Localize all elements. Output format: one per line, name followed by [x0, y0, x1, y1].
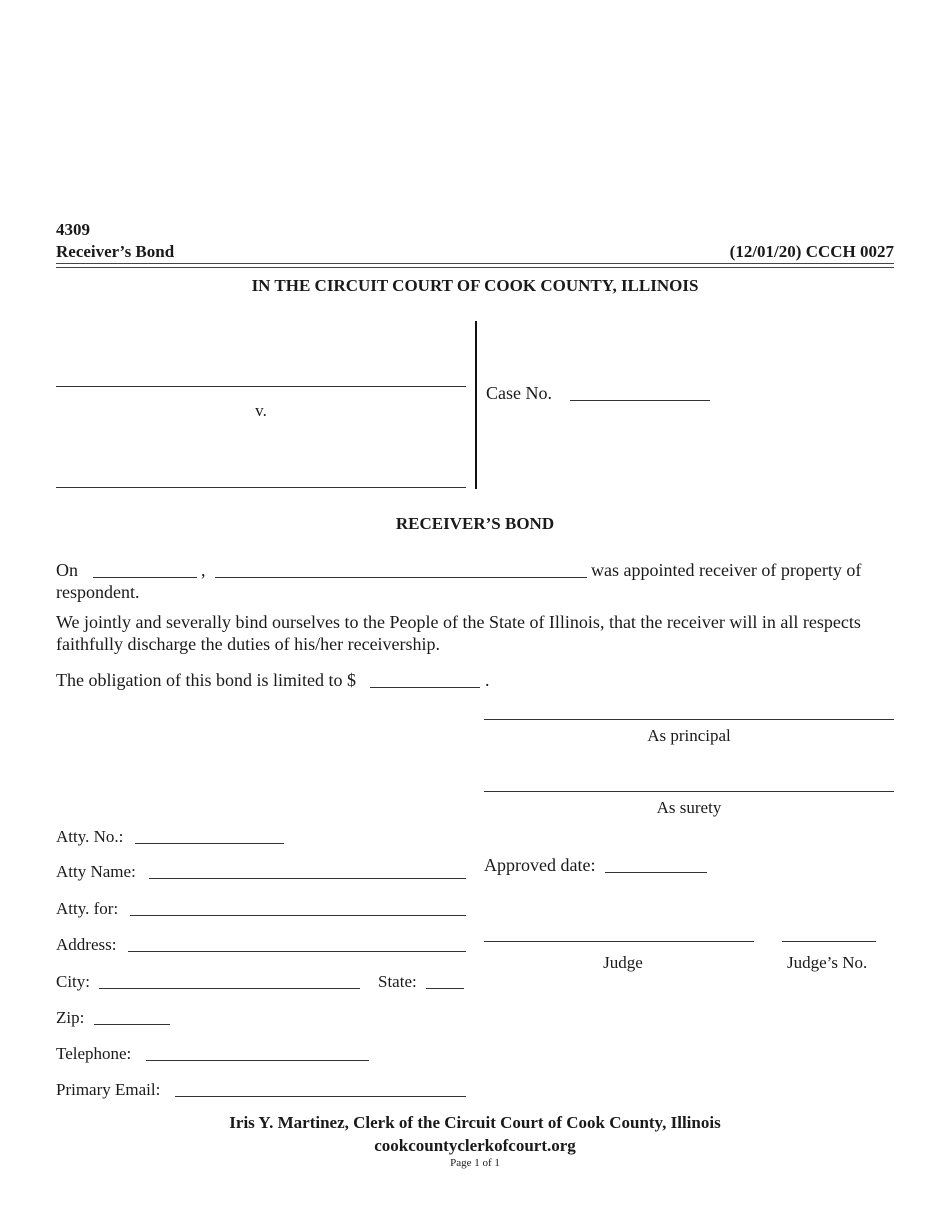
zip-label: Zip:: [56, 1008, 85, 1027]
receiver-name-field[interactable]: [215, 577, 587, 578]
appointment-date-field[interactable]: [93, 577, 197, 578]
state-field[interactable]: [426, 988, 464, 989]
telephone-field[interactable]: [146, 1060, 369, 1061]
caption-divider: [475, 321, 477, 489]
website: cookcountyclerkofcourt.org: [374, 1136, 576, 1155]
approved-date-label: Approved date:: [484, 855, 596, 875]
atty-for-label: Atty. for:: [56, 899, 119, 918]
judge-signature-line[interactable]: [484, 941, 754, 942]
principal-label: As principal: [647, 726, 731, 745]
approved-date-field[interactable]: [605, 872, 707, 873]
city-label: City:: [56, 972, 91, 991]
surety-label: As surety: [656, 798, 722, 817]
judge-no-field[interactable]: [782, 941, 876, 942]
form-code: (12/01/20) CCCH 0027: [729, 242, 894, 261]
form-number: 4309: [56, 220, 90, 239]
email-field[interactable]: [175, 1096, 466, 1097]
atty-for-field[interactable]: [130, 915, 466, 916]
case-no-label: Case No.: [486, 383, 552, 403]
respondent-text: respondent.: [56, 582, 140, 602]
atty-name-field[interactable]: [149, 878, 466, 879]
telephone-label: Telephone:: [56, 1044, 132, 1063]
bond-amount-field[interactable]: [370, 687, 480, 688]
bind-text-line1: We jointly and severally bind ourselves to the People of the State of Illinois, that the receiver will in all respects: [56, 612, 861, 632]
obligation-text: The obligation of this bond is limited to $: [56, 670, 356, 690]
versus-text: v.: [255, 401, 267, 420]
appointed-text: was appointed receiver of property of: [591, 560, 862, 580]
clerk-line: Iris Y. Martinez, Clerk of the Circuit Court of Cook County, Illinois: [229, 1113, 721, 1132]
court-title: IN THE CIRCUIT COURT OF COOK COUNTY, ILLINOIS: [251, 276, 699, 295]
bond-title: RECEIVER’S BOND: [395, 514, 555, 533]
atty-name-label: Atty Name:: [56, 862, 136, 881]
defendant-line[interactable]: [56, 487, 466, 488]
state-label: State:: [378, 972, 417, 991]
atty-no-field[interactable]: [135, 843, 284, 844]
zip-field[interactable]: [94, 1024, 170, 1025]
email-label: Primary Email:: [56, 1080, 161, 1099]
address-label: Address:: [56, 935, 117, 954]
bind-text-line2: faithfully discharge the duties of his/her receivership.: [56, 634, 441, 654]
city-field[interactable]: [99, 988, 360, 989]
surety-signature-line[interactable]: [484, 791, 894, 792]
case-no-field[interactable]: [570, 400, 710, 401]
page-number: Page 1 of 1: [450, 1157, 500, 1169]
form-title: Receiver’s Bond: [56, 242, 175, 261]
address-field[interactable]: [128, 951, 466, 952]
principal-signature-line[interactable]: [484, 719, 894, 720]
period: .: [485, 670, 490, 690]
atty-no-label: Atty. No.:: [56, 827, 124, 846]
header-rule: [56, 263, 894, 268]
judge-no-label: Judge’s No.: [787, 953, 868, 972]
on-label: On: [56, 560, 78, 580]
judge-label: Judge: [603, 953, 643, 972]
comma: ,: [201, 560, 206, 580]
plaintiff-line[interactable]: [56, 386, 466, 387]
